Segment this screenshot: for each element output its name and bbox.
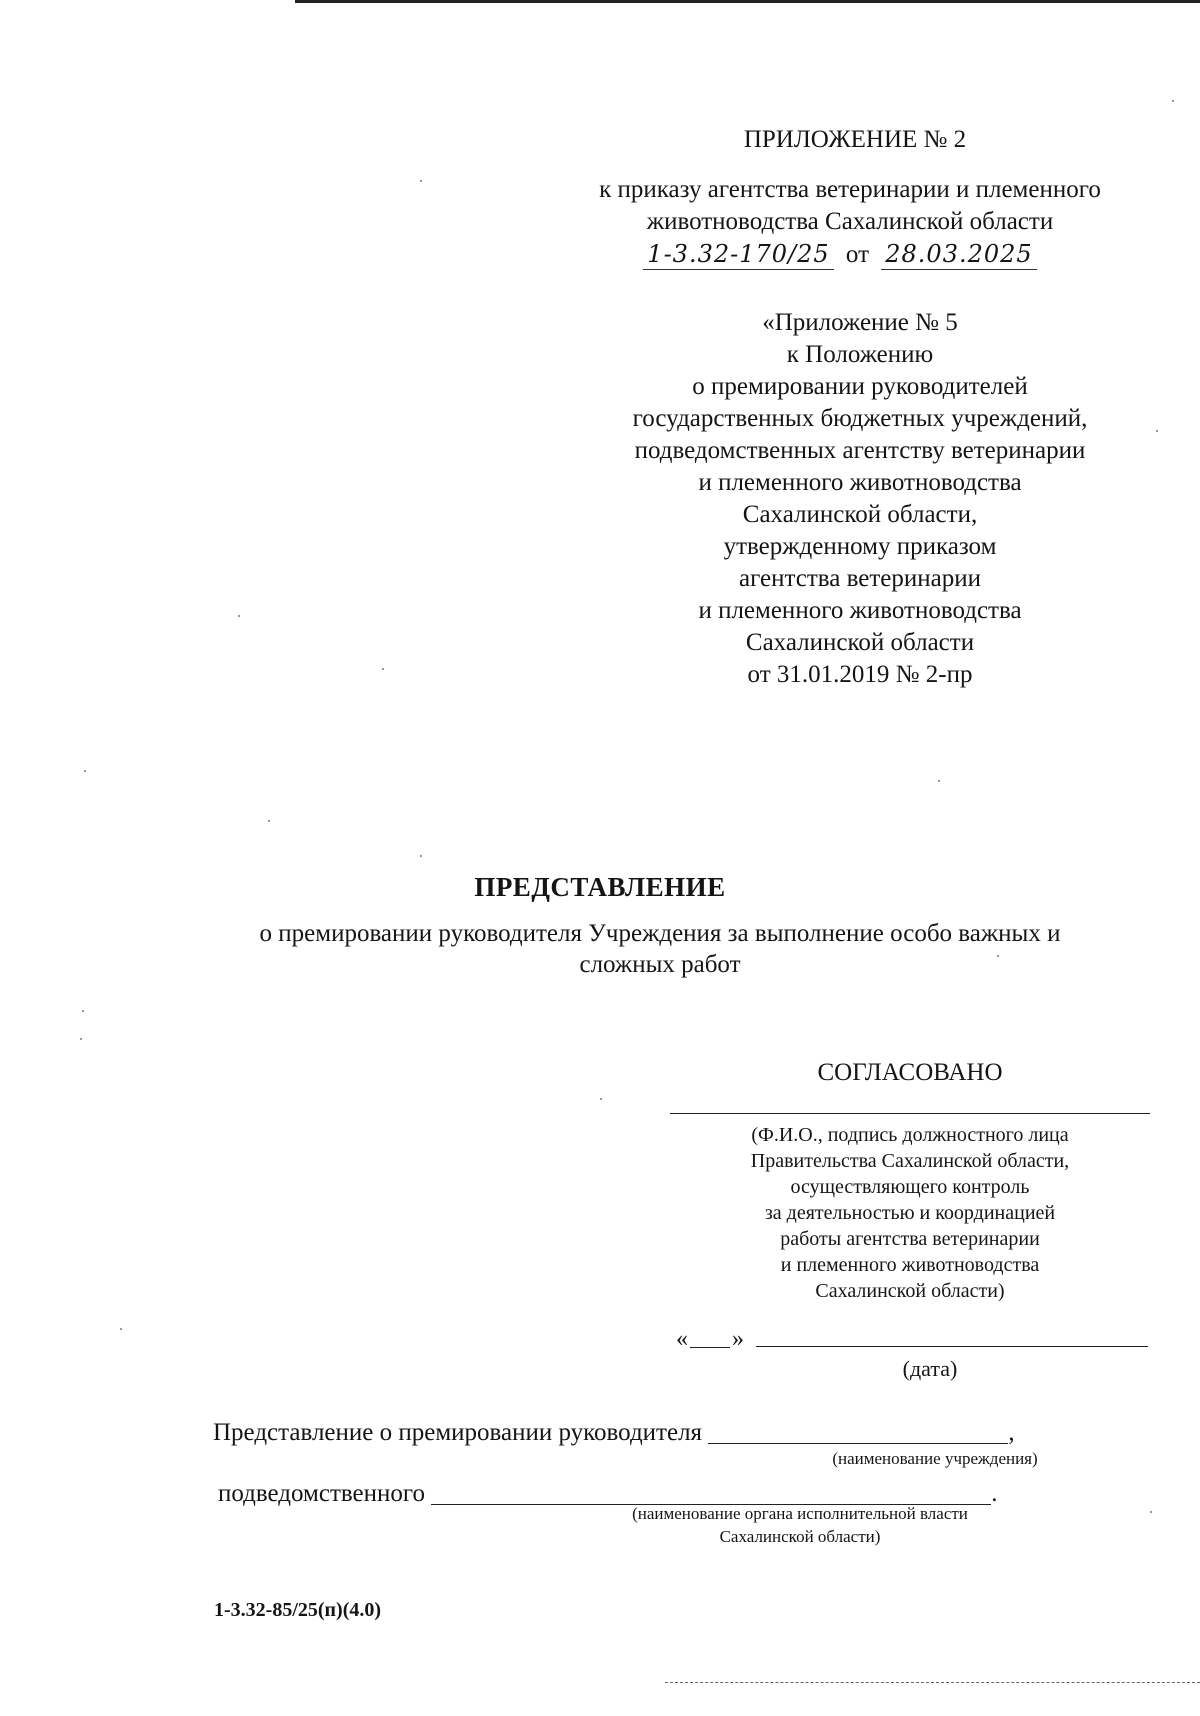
official-caption-line: и племенного животноводства (780, 1254, 1040, 1276)
order-number-handwritten: 1-3.32-170/25 (643, 240, 833, 270)
institution-caption: (наименование учреждения) (832, 1449, 1038, 1468)
scan-speck (382, 668, 384, 670)
appendix-5-line: подведомственных агентству ветеринарии (634, 437, 1086, 464)
appendix-5-line: Сахалинской области (745, 629, 975, 656)
date-caption: (дата) (902, 1356, 958, 1381)
presentation-line (213, 1418, 1015, 1447)
scan-speck (82, 1010, 84, 1012)
signature-line (670, 1113, 1150, 1114)
date-day-blank (690, 1327, 730, 1348)
appendix-5-line: о премировании руководителей (692, 373, 1028, 400)
scan-speck (1172, 100, 1174, 102)
scan-top-edge (295, 0, 1200, 3)
scan-bottom-edge (665, 1682, 1200, 1684)
document-title: ПРЕДСТАВЛЕНИЕ (474, 872, 726, 902)
document-subtitle-line: о премировании руководителя Учреждения за выполнение особо важных и (259, 920, 1061, 947)
date-close-quote: » (732, 1326, 744, 1352)
scan-speck (1150, 1511, 1152, 1513)
official-caption-line: за деятельностью и координацией (764, 1202, 1056, 1224)
appendix-5-line: агентства ветеринарии (739, 565, 981, 592)
date-open-quote: « (676, 1326, 688, 1352)
official-caption-line: Правительства Сахалинской области, (750, 1150, 1070, 1172)
order-reference-line: животноводства Сахалинской области (646, 208, 1054, 235)
official-caption (660, 1122, 1160, 1304)
order-reference-line: к приказу агентства ветеринарии и племенного (599, 176, 1101, 203)
scan-speck (268, 820, 270, 822)
scan-speck (238, 615, 240, 617)
document-subtitle-line: сложных работ (579, 951, 741, 978)
appendix-title: ПРИЛОЖЕНИЕ № 2 (743, 126, 967, 153)
from-word: от (845, 241, 870, 268)
official-caption-line: Сахалинской области) (815, 1280, 1005, 1302)
appendix-5-line: к Положению (786, 341, 934, 368)
subordinate-end: . (991, 1480, 998, 1507)
scan-speck (84, 770, 86, 772)
appendix-5-line: утвержденному приказом (723, 533, 997, 560)
date-month-year-blank (756, 1346, 1148, 1347)
subordinate-label: подведомственного (218, 1480, 426, 1507)
appendix-5-line: Сахалинской области, (742, 501, 978, 528)
institution-blank (708, 1421, 1008, 1444)
official-caption-line: осуществляющего контроль (790, 1176, 1030, 1198)
scan-speck (420, 855, 422, 857)
official-caption-line: работы агентства ветеринарии (780, 1228, 1040, 1250)
appendix-5-line: государственных бюджетных учреждений, (632, 405, 1088, 432)
appendix-5-line: и племенного животноводства (698, 597, 1022, 624)
order-date-handwritten: 28.03.2025 (881, 240, 1036, 270)
scan-speck (420, 180, 422, 182)
presentation-end: , (1008, 1419, 1015, 1446)
scan-speck (120, 1328, 122, 1330)
authority-caption-line: Сахалинской области) (719, 1527, 881, 1546)
scan-speck (938, 780, 940, 782)
authority-caption-line: (наименование органа исполнительной власти (632, 1504, 968, 1523)
authority-caption (560, 1502, 1040, 1548)
presentation-label: Представление о премировании руководителя (213, 1419, 703, 1446)
official-caption-line: (Ф.И.О., подпись должностного лица (751, 1124, 1069, 1146)
document-code: 1-3.32-85/25(п)(4.0) (214, 1599, 382, 1621)
scan-speck (80, 1038, 82, 1040)
order-number-line (620, 240, 1060, 270)
appendix-5-line: «Приложение № 5 (762, 309, 958, 336)
document-subtitle (160, 918, 1160, 980)
agreed-heading: СОГЛАСОВАНО (817, 1059, 1003, 1086)
order-reference (540, 175, 1160, 239)
date-field (676, 1326, 1156, 1353)
appendix-5-line: от 31.01.2019 № 2-пр (747, 661, 973, 688)
scan-speck (600, 1098, 602, 1100)
appendix-5-block (560, 308, 1160, 692)
appendix-5-line: и племенного животноводства (698, 469, 1022, 496)
